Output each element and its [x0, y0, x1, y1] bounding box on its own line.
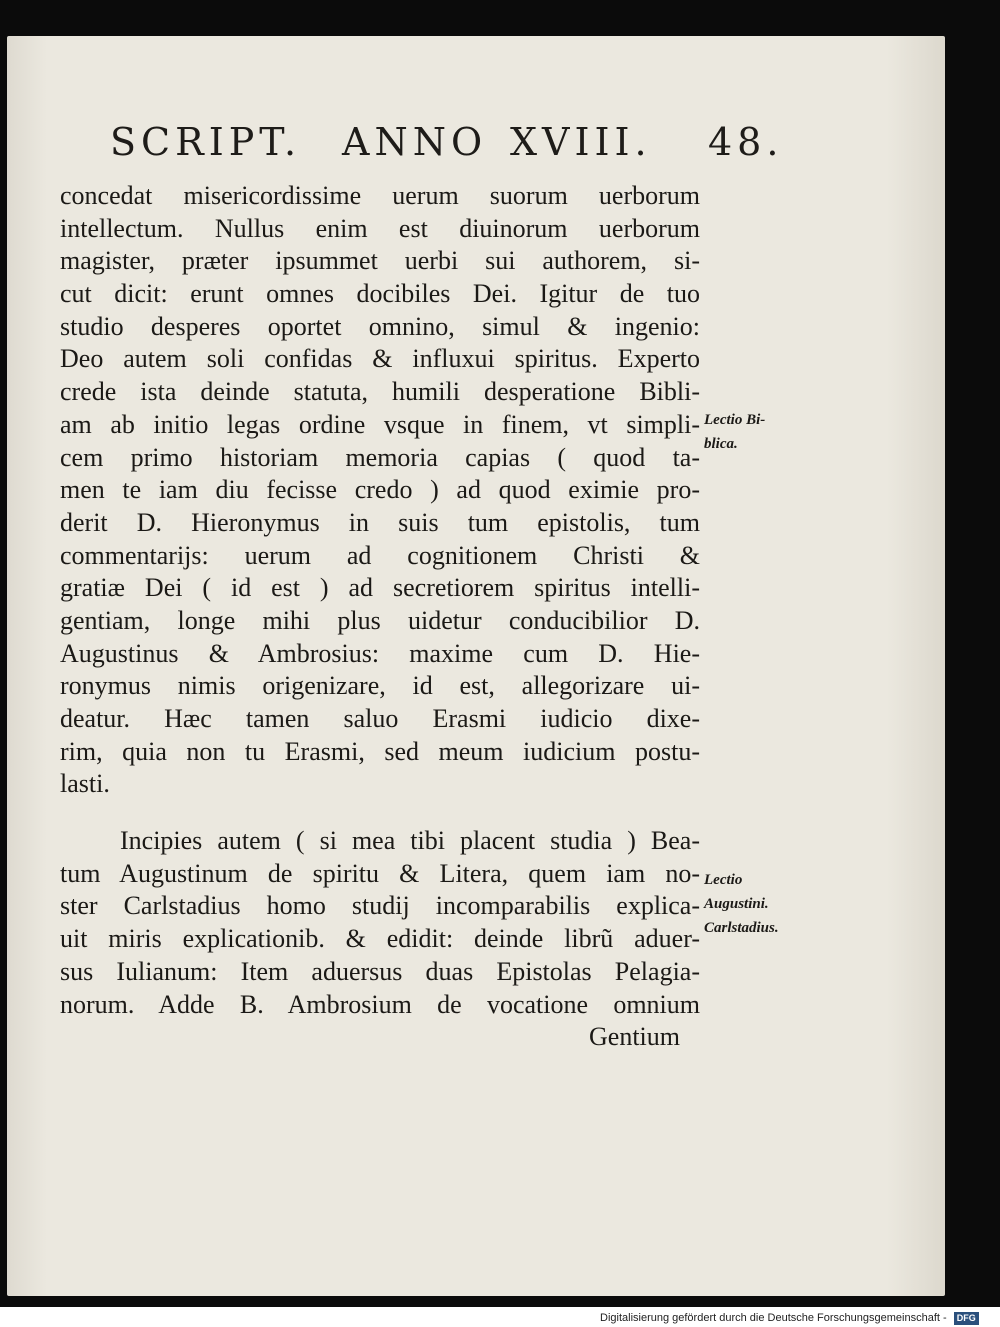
text-line: ster Carlstadius homo studij incomparabilis explica-: [60, 891, 700, 921]
text-line: sus Iulianum: Item aduersus duas Epistolas Pelagia-: [60, 956, 700, 986]
text-line: lasti.: [60, 769, 110, 799]
text-line: gratiæ Dei ( id est ) ad secretiorem spiritus intelli-: [60, 573, 700, 603]
text-line: cut dicit: erunt omnes docibiles Dei. Igitur de tuo: [60, 279, 700, 309]
text-line: commentarijs: uerum ad cognitionem Christi &: [60, 540, 700, 570]
margin-note-lectio-augustini: [704, 868, 814, 940]
text-line: Augustinus & Ambrosius: maxime cum D. Hie-: [60, 638, 700, 668]
running-head-year: XVIII.: [510, 120, 652, 164]
running-head-anno: ANNO: [342, 120, 488, 164]
running-head: [110, 120, 790, 180]
text-line: norum. Adde B. Ambrosium de vocatione omnium: [60, 989, 700, 1019]
margin-note-line: blica.: [704, 436, 738, 452]
digitization-footer: [600, 1310, 996, 1326]
text-line: deatur. Hæc tamen saluo Erasmi iudicio dixe-: [60, 704, 700, 733]
text-line: studio desperes oportet omnino, simul & ingenio:: [60, 311, 700, 341]
margin-note-line: Lectio: [704, 872, 743, 888]
footer-text: Digitalisierung gefördert durch die Deutsche Forschungsgemeinschaft -: [600, 1312, 947, 1324]
body-text: [60, 180, 700, 1054]
margin-note-lectio-biblica: [704, 408, 814, 456]
text-line: cem primo historiam memoria capias ( quod ta-: [60, 442, 700, 472]
text-line: magister, præter ipsummet uerbi sui authorem, si-: [60, 246, 700, 276]
text-line: crede ista deinde statuta, humili desperatione Bibli-: [60, 377, 700, 407]
catchword: Gentium: [589, 1022, 680, 1052]
text-line: tum Augustinum de spiritu & Litera, quem iam no-: [60, 858, 700, 888]
text-line: am ab initio legas ordine vsque in finem, vt simpli-: [60, 409, 700, 439]
paragraph-gap: [60, 801, 700, 825]
text-line: rim, quia non tu Erasmi, sed meum iudicium postu-: [60, 736, 700, 766]
text-line: men te iam diu fecisse credo ) ad quod eximie pro-: [60, 475, 700, 505]
text-line: intellectum. Nullus enim est diuinorum uerborum: [60, 213, 700, 243]
margin-note-line: Lectio Bi-: [704, 412, 766, 428]
dfg-logo-icon: DFG: [954, 1312, 979, 1325]
text-line: uit miris explicationib. & edidit: deinde librũ aduer-: [60, 924, 700, 954]
running-head-script: SCRIPT.: [110, 120, 302, 164]
page-number: 48.: [708, 120, 784, 164]
text-line: Incipies autem ( si mea tibi placent studia ) Bea-: [120, 826, 700, 856]
text-line: gentiam, longe mihi plus uidetur conducibilior D.: [60, 605, 700, 635]
margin-note-line: Augustini.: [704, 896, 769, 912]
text-line: Deo autem soli confidas & influxui spiritus. Experto: [60, 344, 700, 374]
text-line: ronymus nimis origenizare, id est, allegorizare ui-: [60, 671, 700, 701]
text-line: derit D. Hieronymus in suis tum epistolis, tum: [60, 507, 700, 537]
margin-note-line: Carlstadius.: [704, 920, 779, 936]
text-line: concedat misericordissime uerum suorum uerborum: [60, 181, 700, 210]
